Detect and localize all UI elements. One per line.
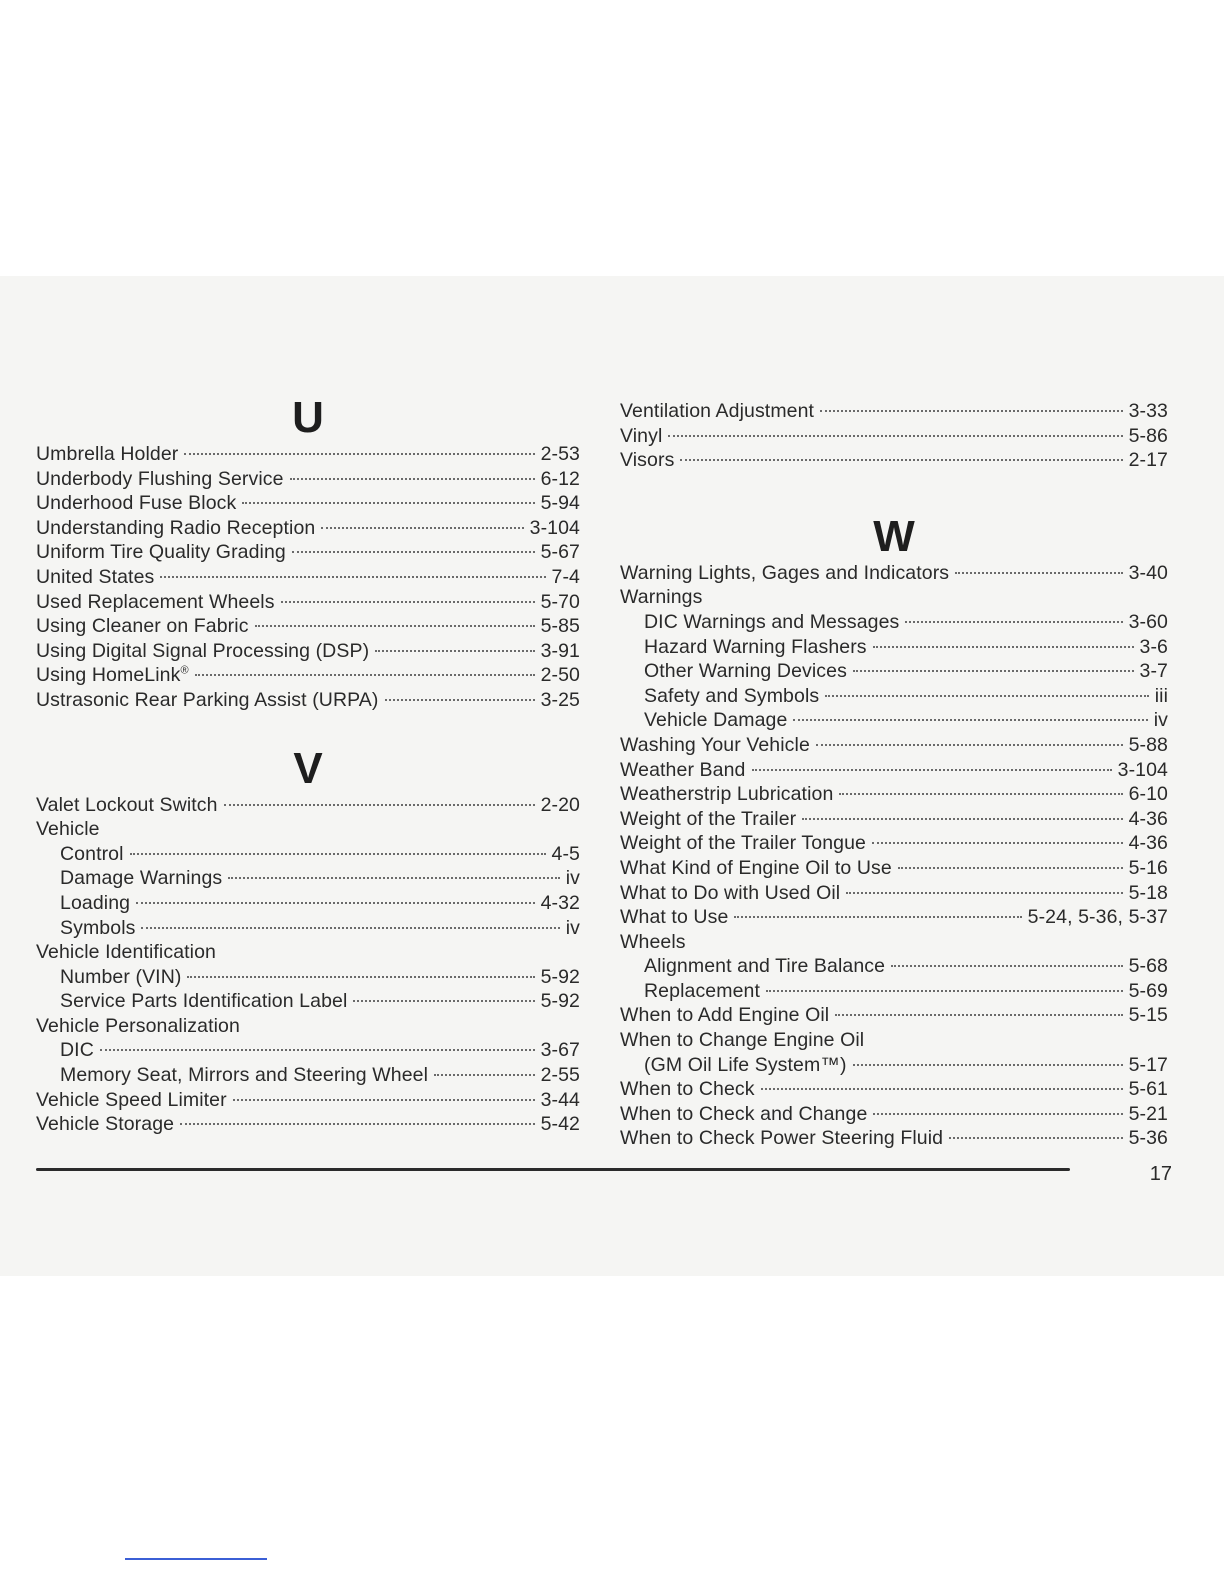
index-subentry: Symbols iv (60, 916, 580, 939)
index-entry: When to Check 5-61 (620, 1078, 1168, 1101)
link-underline (125, 1558, 267, 1560)
index-entry-heading: When to Change Engine Oil (620, 1029, 865, 1052)
index-entry: Uniform Tire Quality Grading 5-67 (36, 541, 580, 564)
index-entry: Vehicle Storage 5-42 (36, 1113, 580, 1136)
index-subentry: DIC Warnings and Messages 3-60 (644, 610, 1168, 633)
index-entry-heading: Vehicle Identification (36, 941, 216, 964)
index-subentry: Damage Warnings iv (60, 867, 580, 890)
index-entry: Vehicle Speed Limiter 3-44 (36, 1088, 580, 1111)
index-entry: Umbrella Holder 2-53 (36, 443, 580, 465)
index-entry: Underhood Fuse Block 5-94 (36, 492, 580, 515)
index-subentry: Safety and Symbols iii (644, 684, 1168, 707)
index-subentry: Alignment and Tire Balance 5-68 (644, 955, 1168, 978)
index-entry-heading: Vehicle Personalization (36, 1014, 240, 1037)
index-left-column (36, 394, 580, 1137)
index-entry: Understanding Radio Reception 3-104 (36, 516, 580, 539)
index-entry: Ustrasonic Rear Parking Assist (URPA) 3-25 (36, 688, 580, 711)
index-entry: Weight of the Trailer Tongue 4-36 (620, 832, 1168, 855)
page-number: 17 (1149, 1163, 1172, 1185)
index-subentry: (GM Oil Life System™) 5-17 (644, 1053, 1168, 1076)
section-letter-w: W (873, 511, 915, 561)
index-entry: Washing Your Vehicle 5-88 (620, 733, 1168, 756)
index-entry-heading: Warnings (620, 586, 703, 609)
index-entry: Warning Lights, Gages and Indicators 3-40 (620, 561, 1168, 584)
index-entry: Weight of the Trailer 4-36 (620, 807, 1168, 830)
footer-rule (36, 1168, 1070, 1171)
index-entry: Valet Lockout Switch 2-20 (36, 793, 580, 816)
index-entry: Weatherstrip Lubrication 6-10 (620, 783, 1168, 806)
index-entry: What Kind of Engine Oil to Use 5-16 (620, 856, 1168, 879)
index-subentry: DIC 3-67 (60, 1039, 580, 1062)
index-entry: Underbody Flushing Service 6-12 (36, 467, 580, 490)
section-letter-v: V (293, 743, 323, 793)
index-subentry: Other Warning Devices 3-7 (644, 660, 1168, 683)
index-entry: When to Check and Change 5-21 (620, 1102, 1168, 1125)
index-entry: Using Digital Signal Processing (DSP) 3-91 (36, 639, 580, 662)
index-subentry: Vehicle Damage iv (644, 709, 1168, 732)
index-entry: United States 7-4 (36, 565, 580, 588)
section-w-entries (620, 561, 1168, 1151)
index-entry: Visors 2-17 (620, 449, 1168, 472)
index-entry: What to Use 5-24, 5-36, 5-37 (620, 906, 1168, 929)
index-subentry: Replacement 5-69 (644, 979, 1168, 1002)
registered-mark: ® (180, 664, 189, 677)
section-u-entries (36, 442, 580, 713)
index-entry: What to Do with Used Oil 5-18 (620, 881, 1168, 904)
index-entry: Used Replacement Wheels 5-70 (36, 590, 580, 613)
index-subentry: Control 4-5 (60, 842, 580, 865)
index-subentry: Loading 4-32 (60, 891, 580, 914)
index-subentry: Number (VIN) 5-92 (60, 965, 580, 988)
section-v-entries (36, 793, 580, 1137)
index-entry: When to Add Engine Oil 5-15 (620, 1004, 1168, 1027)
index-subentry: Memory Seat, Mirrors and Steering Wheel 2-55 (60, 1064, 580, 1087)
index-entry: Using HomeLink® 2-50 (36, 664, 580, 687)
index-entry-heading: Vehicle (36, 818, 100, 841)
index-page (0, 276, 1224, 1276)
index-entry: When to Check Power Steering Fluid 5-36 (620, 1127, 1168, 1150)
index-entry: Vinyl 5-86 (620, 424, 1168, 447)
index-entry: Weather Band 3-104 (620, 758, 1168, 781)
index-entry: Ventilation Adjustment 3-33 (620, 400, 1168, 422)
index-entry-heading: Wheels (620, 930, 686, 953)
section-v-continued-entries (620, 399, 1168, 473)
section-letter-u: U (292, 393, 324, 442)
index-right-column (620, 399, 1168, 1151)
index-subentry: Service Parts Identification Label 5-92 (60, 990, 580, 1013)
index-entry: Using Cleaner on Fabric 5-85 (36, 615, 580, 638)
index-subentry: Hazard Warning Flashers 3-6 (644, 635, 1168, 658)
